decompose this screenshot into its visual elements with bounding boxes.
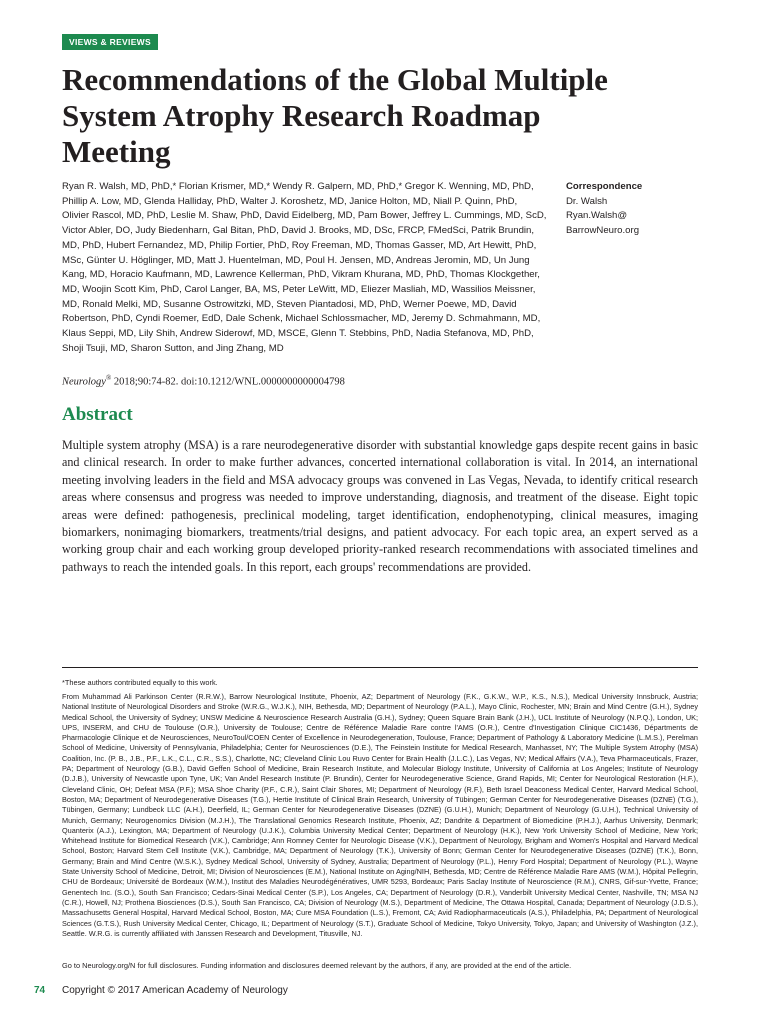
citation-line	[62, 374, 662, 388]
copyright-notice: Copyright © 2017 American Academy of Neurology	[62, 985, 288, 996]
correspondence-email-line1[interactable]: Ryan.Walsh@	[566, 210, 628, 222]
equal-contribution-note: *These authors contributed equally to this work.	[62, 678, 218, 687]
correspondence-name: Dr. Walsh	[566, 195, 608, 207]
correspondence-title: Correspondence	[566, 181, 643, 192]
correspondence-email-line2[interactable]: BarrowNeuro.org	[566, 225, 640, 237]
footnote-divider	[62, 667, 698, 668]
article-title: Recommendations of the Global Multiple System Atrophy Research Roadmap Meeting	[62, 62, 608, 169]
abstract-body: Multiple system atrophy (MSA) is a rare neurodegenerative disorder with substantial knowledge gaps despite recent gains in basic and clinical research. In order to make further advances, concerted international collaboration is vital. In 2014, an international meeting involving leaders in the field and MSA advocacy groups was convened in Las Vegas, Nevada, to identify critical research areas where consensus and progress was needed to improve understanding, diagnosis, and treatment of the disease. Eight topic areas were defined: pathogenesis, preclinical modeling, target identification, endophenotyping, clinical measures, imaging biomarkers, nonimaging biomarkers, treatments/trial designs, and patient advocacy. For each topic area, an expert served as a working group chair and each working group developed priority-ranked research recommendations with associated timelines and pathways to reach the intended goals. In this report, each groups' recommendations are provided.	[62, 438, 698, 574]
journal-name: Neurology	[62, 376, 106, 388]
disclosure-note[interactable]: Go to Neurology.org/N for full disclosures. Funding information and disclosures deemed relevant by the authors, if any, are provided at the end of the article.	[62, 961, 572, 970]
section-badge: VIEWS & REVIEWS	[62, 34, 158, 50]
author-list: Ryan R. Walsh, MD, PhD,* Florian Krismer, MD,* Wendy R. Galpern, MD, PhD,* Gregor K. Wenning, MD, PhD, Phillip A. Low, MD, Glenda Halliday, PhD, Walter J. Koroshetz, MD, Janice Holton, MD, Niall P. Quinn, PhD, Olivier Rascol, MD, PhD, Leslie M. Shaw, PhD, David Eidelberg, MD, Pam Bower, Jeffrey L. Cummings, MD, ScD, Victor Abler, DO, Judy Biedenharn, Gal Bitan, PhD, David J. Brooks, MD, DSc, FRCP, FMedSci, Patrik Brundin, MD, PhD, Hubert Fernandez, MD, Philip Fortier, PhD, Roy Freeman, MD, Thomas Gasser, MD, Art Hewitt, PhD, MSc, Günter U. Höglinger, MD, Matt J. Huentelman, MD, Poul H. Jensen, MD, Andreas Jeromin, MD, Un Jung Kang, MD, Horacio Kaufmann, MD, Lawrence Kellerman, PhD, Vikram Khurana, MD, PhD, Thomas Klockgether, MD, Woojin Scott Kim, PhD, Carol Langer, BA, MS, Peter LeWitt, MD, Eliezer Masliah, MD, Wassilios Meissner, MD, Ronald Melki, MD, Susanne Ostrowitzki, MD, Steven Piantadosi, MD, PhD, Werner Poewe, MD, David Robertson, PhD, Cyndi Roemer, EdD, Dale Schenk, Michael Schlossmacher, MD, Jeremy D. Schmahmann, MD, Klaus Seppi, MD, Lily Shih, Andrew Siderowf, MD, MSCE, Glenn T. Stebbins, PhD, Nadia Stefanova, MD, PhD, Shoji Tsuji, MD, Sharon Sutton, and Jing Zhang, MD	[62, 181, 547, 354]
page-number: 74	[34, 985, 46, 996]
affiliations-footnote: From Muhammad Ali Parkinson Center (R.R.W.), Barrow Neurological Institute, Phoenix, AZ; Department of Neurology (F.K., G.K.W., W.P., K.S., N.S.), Medical University Innsbruck, Austria; National Institute of Neurological Disorders and Stroke (W.R.G., W.J.K.), NIH, Bethesda, MD; Department of Neurology (P.A.L.), Mayo Clinic, Rochester, MN; Brain and Mind Centre (G.H.), Sydney Medical School, the University of Sydney; UNSW Medicine & Neuroscience Research Australia (G.H.), Sydney; Queen Square Brain Bank (J.H.), UCL Institute of Neurology (N.P.Q.), London, UK; UPS, INSERM, and CHU de Toulouse (O.R.), University de Toulouse; Centre de Référence Maladie Rare contre l'AMS (O.R.), Centre d'Investigation Clinique CIC1436, Départments de Pharmacologie Clinique et de Neurosciences, NeuroToul/COEN Center of Excellence in Neurodegeneration, Toulouse, France; Department of Pathology & Laboratory Medicine (L.M.S.), Perelman School of Medicine, University of Pennsylvania, Philadelphia; Center for Neurosciences (D.E.), The Feinstein Institute for Medical Research, Manhasset, NY; The Multiple System Atrophy (MSA) Coalition, Inc. (P. B., J.B., P.F., L.K., C.L., C.R., S.S.), Charlotte, NC; Cleveland Clinic Lou Ruvo Center for Brain Health (J.L.C.), Las Vegas, NV; Medical Affairs (V.A.), Teva Pharmaceuticals, Frazer, PA; Department of Neurology (G.B.), David Geffen School of Medicine, Brain Research Institute, and Molecular Biology Institute, University of California at Los Angeles; Institute of Neurology (D.J.B.), University of Newcastle upon Tyne, UK; Van Andel Research Institute (P. Brundin), Center for Neurodegenerative Science, Grand Rapids, MI; Center for Neurological Restoration (H.F.), Cleveland Clinic, OH; Defeat MSA (P.F.); MSA Shoe Charity (P.F., C.R.), Saint Clair Shores, MI; Department of Neurology (R.F.), Beth Israel Deaconess Medical Center, Harvard Medical School, Boston, MA; Department of Neurodegenerative Diseases (T.G.), Hertie Institute of Clinical Brain Research, University of Tübingen; German Center for Neurodegenerative Diseases (DZNE) (T.G.), Tübingen, Germany; Lundbeck LLC (A.H.), Deerfield, IL; German Center for Neurodegenerative Diseases (DZNE) (G.U.H.), Munich; Department of Neurology (G.U.H.), Technical University of Munich, Germany; Neurogenomics Division (M.J.H.), The Translational Genomics Research Institute, Phoenix, AZ; Dandrite & Department of Biomedicine (P.H.J.), Aarhus University, Denmark; Quanterix (A.J.), Lexington, MA; Department of Neurology (U.J.K.), Columbia University Medical Center; Department of Neurology (H.K.), New York University School of Medicine, New York; Whitehead Institute for Biomedical Research (V.K.), Cambridge; Ann Romney Center for Neurologic Disease (V.K.), Department of Neurology, Brigham and Women's Hospital and Harvard Medical School, Boston; Harvard Stem Cell Institute (V.K.), Cambridge, MA; Department of Neurology (T.K.), University of Bonn; German Center for Neurodegenerative Diseases (DZNE) (T.K.), Bonn, Germany; Brain and Mind Centre (W.S.K.), Sydney Medical School, University of Sydney, Australia; Department of Neurology (P.L.), Henry Ford Hospital; Department of Neurology (P.L.), Wayne State University School of Medicine, Detroit, MI; Division of Neurosciences (E.M.), National Institute on Aging/NIH, Bethesda, MD; Centre de Référence Maladie Rare AMS (W.M.), Hôpital Pellegrin, CHU de Bordeaux; Université de Bordeaux (W.M.), Institut des Maladies Neurodégénératives, UMR 5293, Bordeaux; Paris Saclay Institute of Neuroscience (R.M.), CNRS, Gif-sur-Yvette, France; Genentech Inc. (S.O.), South San Francisco; Cedars-Sinai Medical Center (S.P.), Los Angeles, CA; Department of Neurology (D.R.), Vanderbilt University Medical Center, Nashville, TN; MSA NJ (C.R.), Howell, NJ; Prothena Biosciences (D.S.), South San Francisco, CA; Division of Neurology (M.S.), Department of Medicine, The Ottawa Hospital, Canada; Department of Neurology (J.D.S.), Massachusetts General Hospital, Harvard Medical School, Boston, MA; Cure MSA Foundation (L.S.), Fremont, CA; Avid Radiopharmaceuticals (A.S.), Philadelphia, PA; Department of Neurological Sciences (G.T.S.), Rush University Medical Center, Chicago, IL; Department of Neurology (S.T.), Graduate School of Medicine, Tokyo University, Tokyo, Japan; and University of Washington (J.Z.), Seattle. W.R.G. is currently affiliated with Janssen Research and Development, Titusville, NJ.	[62, 692, 698, 938]
registered-mark: ®	[105, 374, 112, 382]
citation-details[interactable]: 2018;90:74-82. doi:10.1212/WNL.0000000000004798	[111, 376, 345, 388]
correspondence-block	[566, 180, 716, 239]
abstract-heading: Abstract	[62, 404, 133, 425]
